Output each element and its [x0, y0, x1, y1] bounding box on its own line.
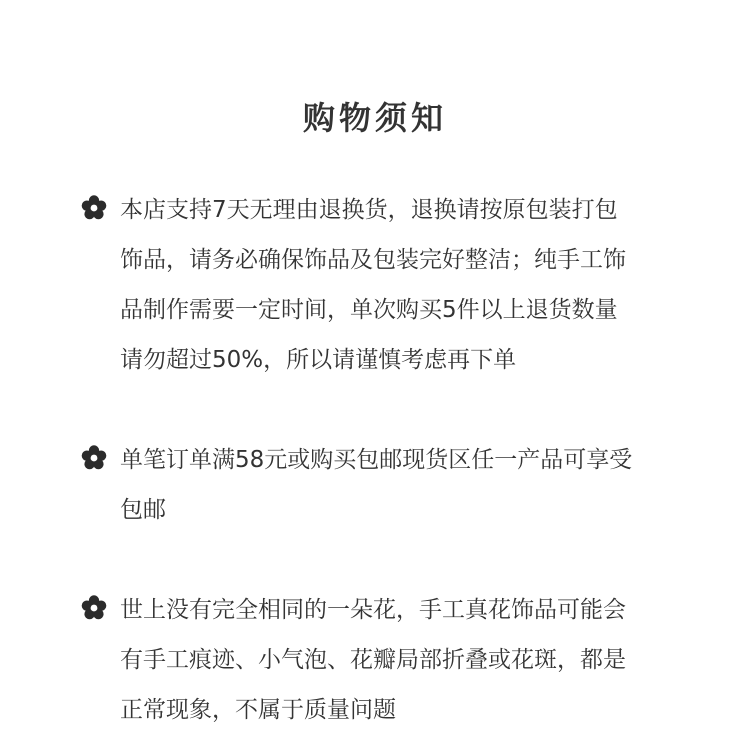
notice-item-return-policy: [80, 185, 670, 385]
flower-icon: [80, 194, 108, 222]
notice-text: 世上没有完全相同的一朵花，手工真花饰品可能会 有手工痕迹、小气泡、花瓣局部折叠或花斑，都是 正常现象，不属于质量问题: [120, 597, 626, 723]
flower-icon: [80, 444, 108, 472]
notice-text: 单笔订单满58元或购买包邮现货区任一产品可享受 包邮: [120, 447, 633, 523]
notice-text: 本店支持7天无理由退换货，退换请按原包装打包 饰品，请务必确保饰品及包装完好整洁；纯手工饰 品制作需要一定时间，单次购买5件以上退货数量 请勿超过50%，所以请谨慎考虑再下单: [120, 197, 626, 373]
page-title: 购物须知: [302, 99, 447, 137]
notice-item-handmade-flowers: [80, 585, 670, 735]
flower-icon: [80, 594, 108, 622]
notice-item-free-shipping: [80, 435, 670, 535]
